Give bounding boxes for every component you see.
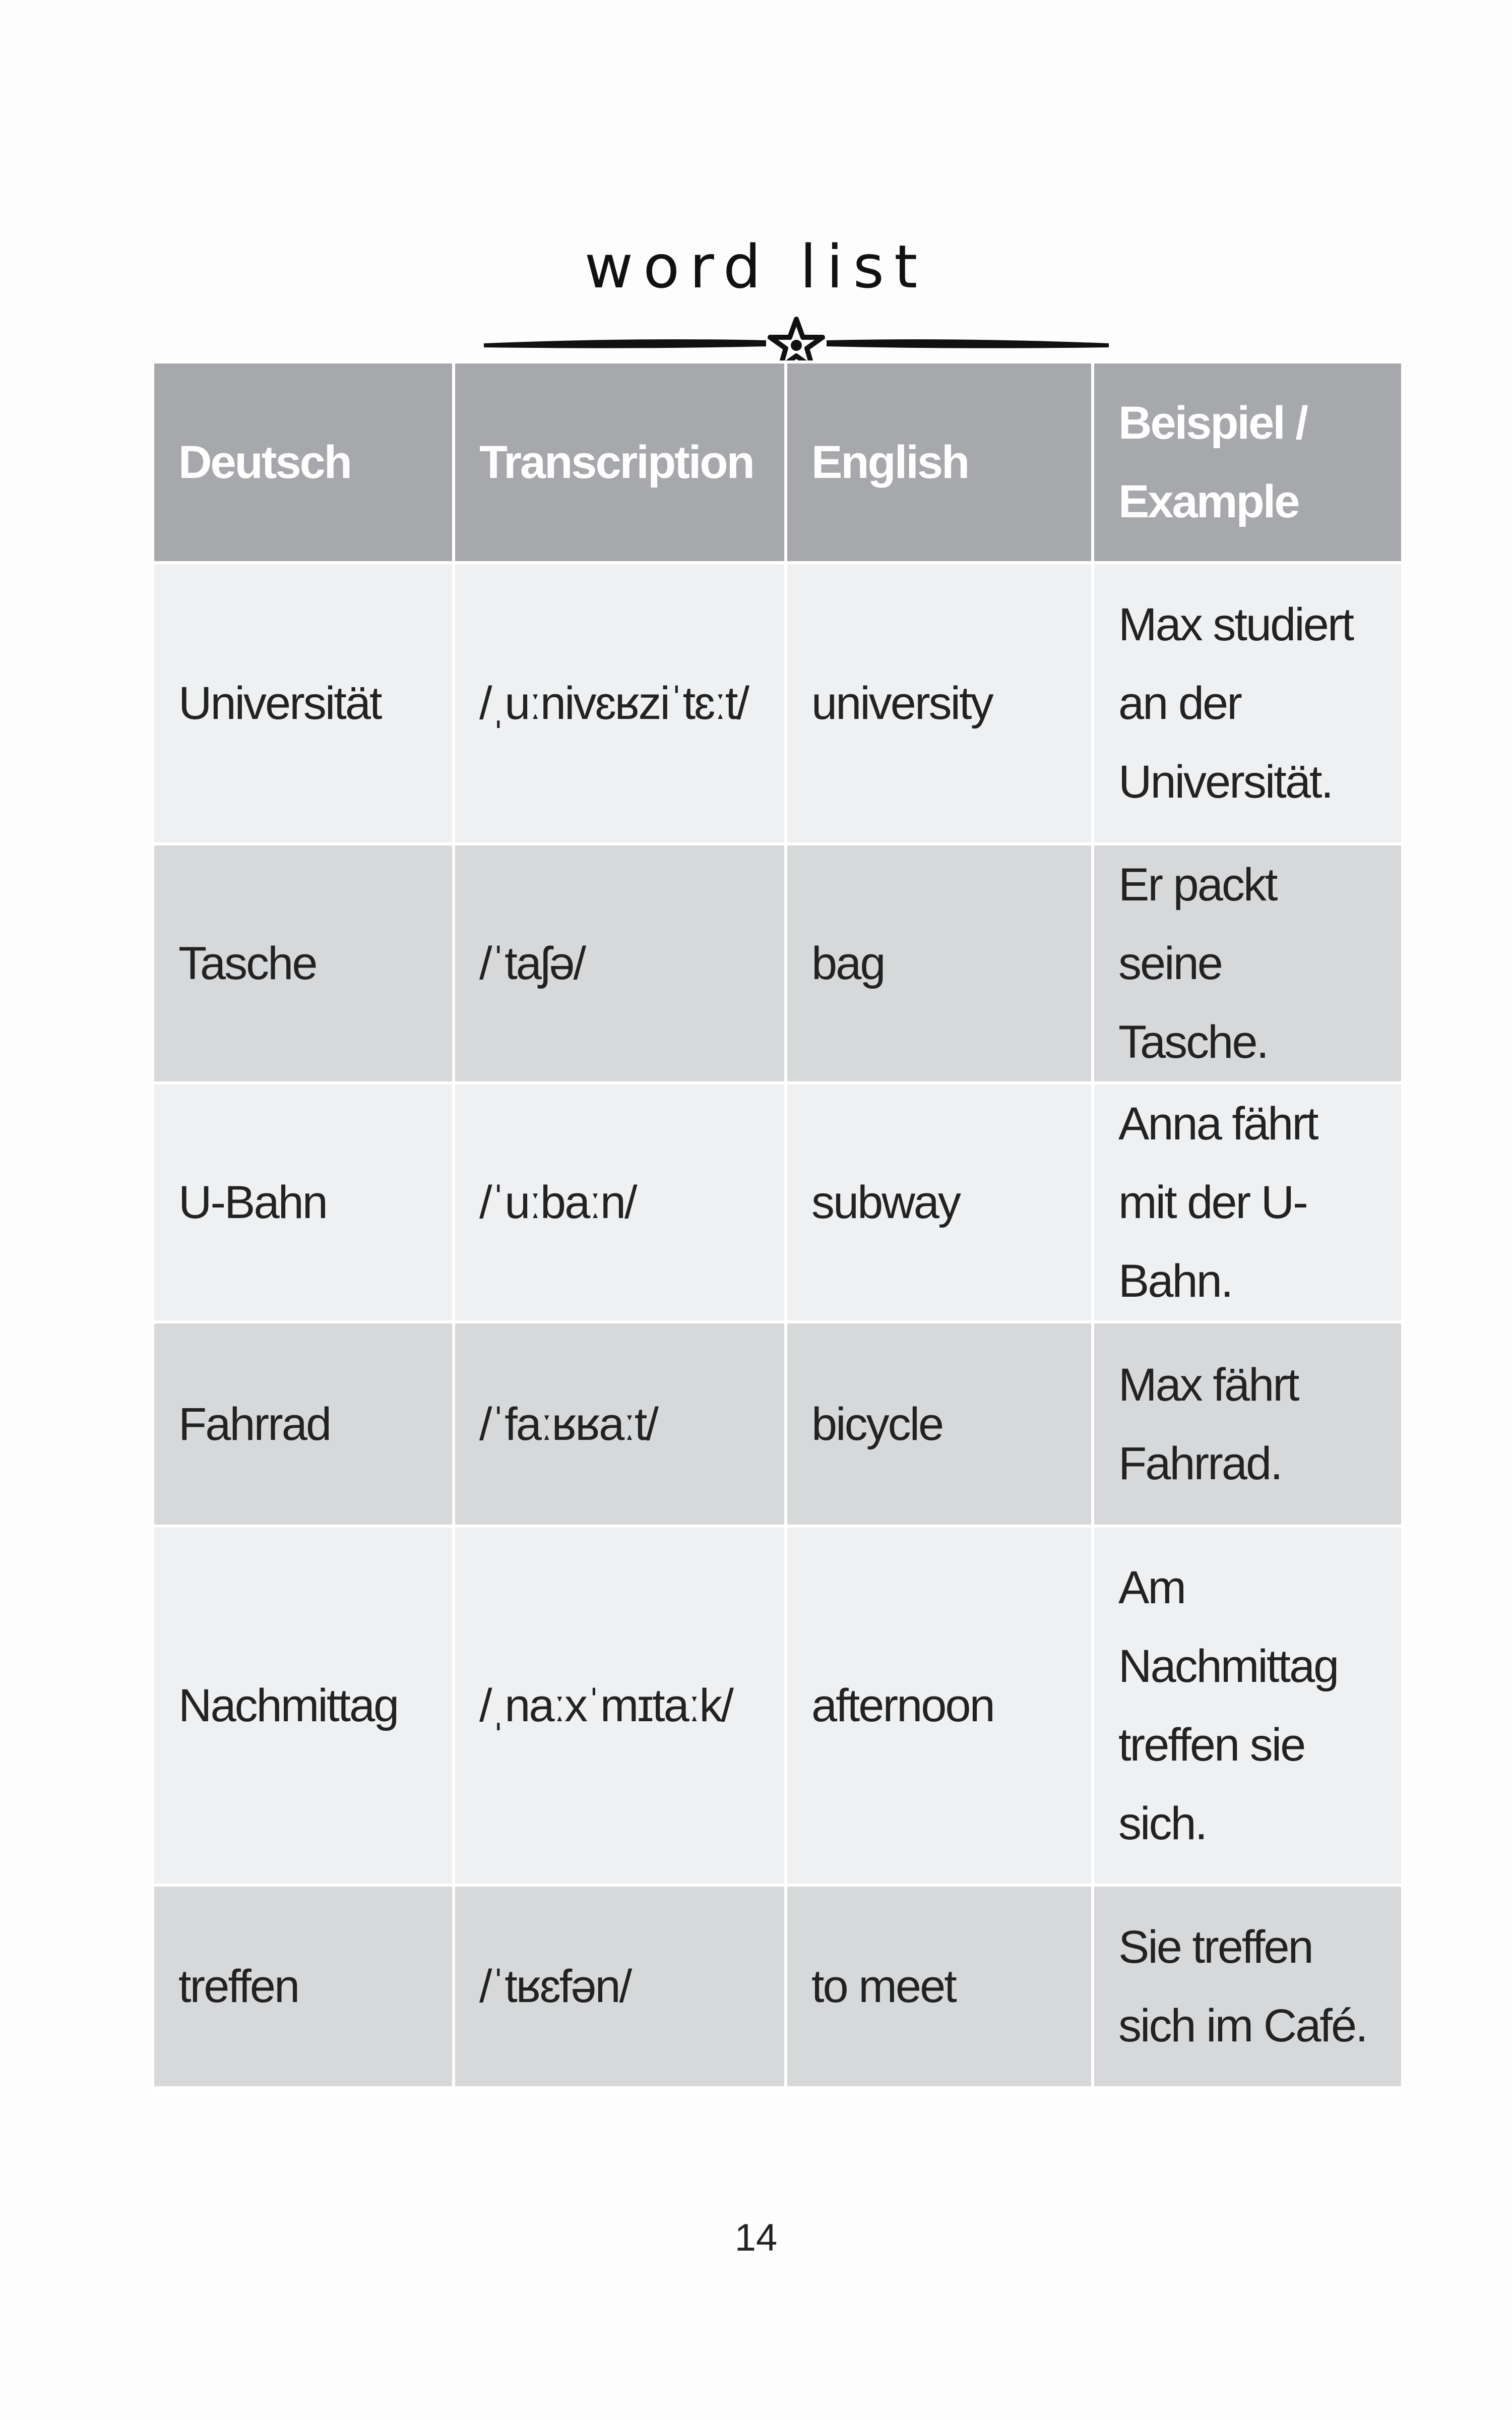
cell-example: Max studiert an der Universität. <box>1093 563 1403 844</box>
cell-transcription: /ˌnaːxˈmɪtaːk/ <box>454 1526 786 1885</box>
cell-deutsch: Universität <box>153 563 454 844</box>
page-title: word list <box>584 232 928 301</box>
cell-english: subway <box>786 1083 1093 1322</box>
table-header-row <box>153 362 1403 563</box>
cell-english: to meet <box>786 1885 1093 2088</box>
cell-example: Er packt seine Tasche. <box>1093 844 1403 1083</box>
cell-transcription: /ˈtʁɛfən/ <box>454 1885 786 2088</box>
cell-english: bicycle <box>786 1322 1093 1526</box>
cell-english: afternoon <box>786 1526 1093 1885</box>
page-number: 14 <box>734 2216 778 2259</box>
table-row <box>153 563 1403 844</box>
vocabulary-table <box>151 360 1404 2089</box>
cell-example: Am Nachmittag treffen sie sich. <box>1093 1526 1403 1885</box>
table-row <box>153 1885 1403 2088</box>
cell-example: Anna fährt mit der U-Bahn. <box>1093 1083 1403 1322</box>
cell-transcription: /ˈfaːʁʁaːt/ <box>454 1322 786 1526</box>
cell-deutsch: Fahrrad <box>153 1322 454 1526</box>
cell-transcription: /ˌuːnivɛʁziˈtɛːt/ <box>454 563 786 844</box>
cell-english: university <box>786 563 1093 844</box>
table-row <box>153 1322 1403 1526</box>
cell-transcription: /ˈtaʃə/ <box>454 844 786 1083</box>
cell-deutsch: U-Bahn <box>153 1083 454 1322</box>
cell-deutsch: Nachmittag <box>153 1526 454 1885</box>
header-deutsch: Deutsch <box>153 362 454 563</box>
cell-english: bag <box>786 844 1093 1083</box>
header-english: English <box>786 362 1093 563</box>
cell-transcription: /ˈuːbaːn/ <box>454 1083 786 1322</box>
cell-deutsch: Tasche <box>153 844 454 1083</box>
cell-example: Sie treffen sich im Café. <box>1093 1885 1403 2088</box>
header-example: Beispiel / Example <box>1093 362 1403 563</box>
table-row <box>153 1083 1403 1322</box>
table-row <box>153 844 1403 1083</box>
table-row <box>153 1526 1403 1885</box>
header-transcription: Transcription <box>454 362 786 563</box>
cell-deutsch: treffen <box>153 1885 454 2088</box>
cell-example: Max fährt Fahrrad. <box>1093 1322 1403 1526</box>
